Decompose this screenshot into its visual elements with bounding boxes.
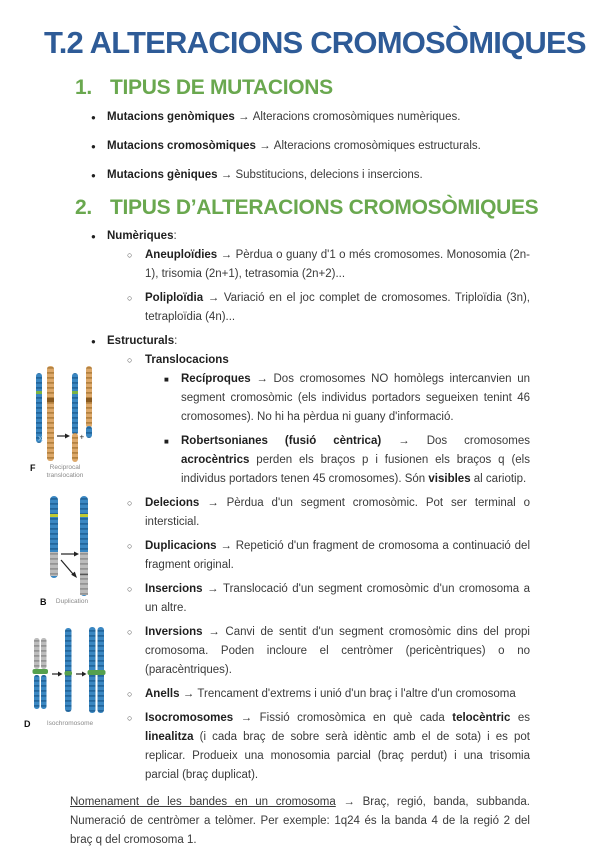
figure-label: F [30,463,36,473]
reciprocal-translocation-illustration [32,364,98,462]
list-item-translocacions: ○ Translocacions [145,351,530,370]
isochromosome-illustration [26,622,114,718]
arrow-icon [76,672,87,677]
figure-label: B [40,597,47,607]
chromosome-orange-normal [47,366,54,461]
list-item-numeriques: ● Numèriques: [107,227,530,246]
section-1-number: 1. [75,76,92,99]
figure-caption-text: Duplication [55,598,89,605]
chromosome-derivative-blue-orange [72,373,78,462]
list-item-reciproques: ■ Recíproques → Dos cromosomes NO homòlegs intercanvien un segment cromosòmic (els individus portadors segueixen tenint 46 cromosomes). No hi ha pèrdua ni guany d'informació. [181,370,530,427]
figure-caption [24,720,116,728]
chromosome-derivative-orange-blue [86,366,92,438]
chromosome-telocentric-pair [33,638,49,709]
list-item-insercions: ○ Insercions → Translocació d'un segment cromosòmic d'un cromosoma a un altre. [145,580,530,618]
list-item-mutacions-geniques: ● Mutacions gèniques → Substitucions, delecions i insercions. [107,166,530,185]
figure-isochromosome [24,622,116,728]
chromosome-single-chromatid [65,628,73,712]
section-1-heading [75,75,600,101]
list-item-poliploidia: ○ Poliploïdia → Variació en el joc complet de cromosomes. Triploïdia (3n), tetraploïdia (4n)... [145,289,530,327]
arrow-icon [57,434,70,439]
chromosome-original [50,496,58,578]
figure-label: D [24,719,31,729]
section-2-heading [75,195,600,221]
list-item-mutacions-genomiques: ● Mutacions genòmiques → Alteracions cromosòmiques numèriques. [107,108,530,127]
arrow-icon [52,672,63,677]
section-2-title: TIPUS D’ALTERACIONS CROMOSÒMIQUES [110,196,539,219]
crossover-x-mark: X [38,436,43,443]
arrow-icon [61,552,79,579]
section-1-title: TIPUS DE MUTACIONS [110,76,333,99]
section-2-number: 2. [75,196,92,219]
list-item-delecions: ○ Delecions → Pèrdua d'un segment cromosòmic. Pot ser terminal o intersticial. [145,494,530,532]
duplication-illustration [42,490,102,596]
figure-caption-text: Reciprocal translocation [46,464,84,479]
list-item-isocromosomes: ○ Isocromosomes → Fissió cromosòmica en què cada telocèntric es linealitza (i cada braç de sobre serà idèntic amb el de sota) i es pot replicar. Produeix una monosomia parcial (braç perdut) i una trisomia parcial (braç duplicat). [145,709,530,785]
page-title: T.2 ALTERACIONS CROMOSÒMIQUES [44,25,586,60]
list-item-mutacions-cromosomiques: ● Mutacions cromosòmiques → Alteracions cromosòmiques estructurals. [107,137,530,156]
figure-reciprocal-translocation [30,364,100,479]
list-item-inversions: ○ Inversions → Canvi de sentit d'un segment cromosòmic dins del propi cromosoma. Poden incloure el centròmer (pericèntriques) o no (paracèntriques). [145,623,530,680]
chromosome-blue-normal [36,373,42,443]
figure-duplication [40,490,104,606]
figure-caption [30,464,100,479]
list-item-estructurals: ● Estructurals: [107,332,530,351]
list-item-anells: ○ Anells → Trencament d'extrems i unió d'un braç i l'altre d'un cromosoma [145,685,530,704]
plus-sign: + [79,432,85,442]
mutation-types-list [0,108,600,185]
chromosome-isochromosome-pair [88,627,106,713]
list-item-aneuploidies: ○ Aneuploïdies → Pèrdua o guany d'1 o més cromosomes. Monosomia (2n-1), trisomia (2n+1), tetrasomia (2n+2)... [145,246,530,284]
figure-caption-text: Isochromosome [46,720,94,727]
list-item-robertsonianes: ■ Robertsonianes (fusió cèntrica) → Dos cromosomes acrocèntrics perden els braços p i fusionen els braços q (els individus portadors tenen 45 cromosomes). Són visibles al cariotip. [181,432,530,489]
figure-caption [40,598,104,606]
band-nomenclature-note: Nomenament de les bandes en un cromosoma → Braç, regió, banda, subbanda. Numeració de centròmer a telòmer. Per exemple: 1q24 és la banda 4 de la regió 2 del braç q del cromosoma 1. [70,796,530,846]
chromosome-duplicated [80,496,88,596]
list-item-duplicacions: ○ Duplicacions → Repetició d'un fragment de cromosoma a continuació del fragment original. [145,537,530,575]
